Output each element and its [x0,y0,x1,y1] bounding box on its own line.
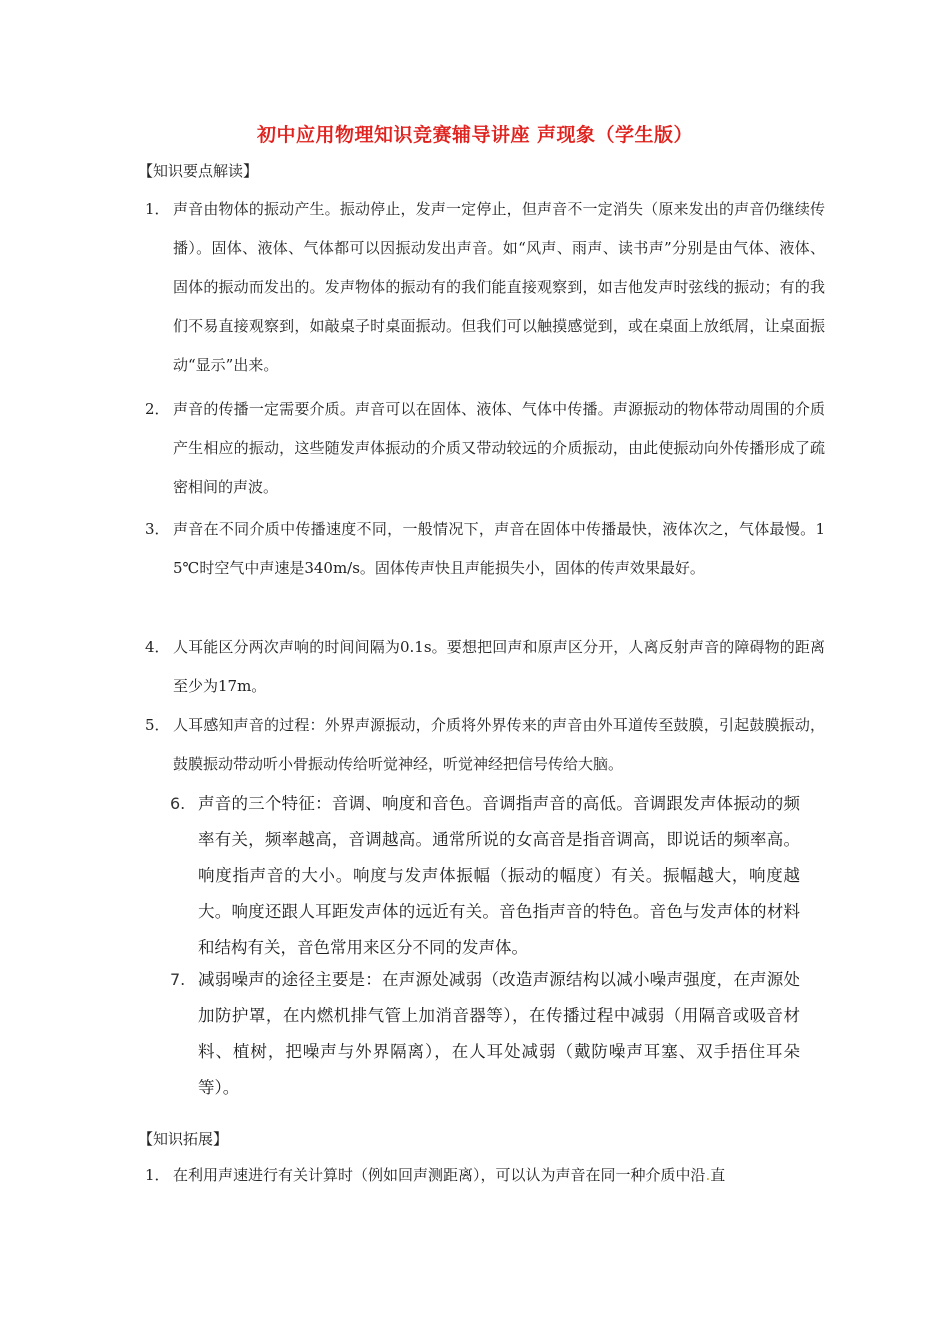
item-number: 7. [170,970,186,989]
item-text: 声音由物体的振动产生。振动停止，发声一定停止，但声音不一定消失（原来发出的声音仍继续传播）。固体、液体、气体都可以因振动发出声音。如“风声、雨声、读书声”分别是由气体、液体、固体的振动而发出的。发声物体的振动有的我们能直接观察到，如吉他发声时弦线的振动；有的我们不易直接观察到，如敲桌子时桌面振动。但我们可以触摸感觉到，或在桌面上放纸屑，让桌面振动“显示”出来。 [173,200,825,374]
item-number: 4． [145,638,170,656]
item-number: 5． [145,716,170,734]
page-title: 初中应用物理知识竞赛辅导讲座 声现象（学生版） [256,124,694,146]
item-text: 声音的三个特征：音调、响度和音色。音调指声音的高低。音调跟发声体振动的频率有关，频率越高，音调越高。通常所说的女高音是指音调高，即说话的频率高。响度指声音的大小。响度与发声体振幅（振动的幅度）有关。振幅越大，响度越大。响度还跟人耳距发声体的远近有关。音色指声音的特色。音色与发声体的材料和结构有关，音色常用来区分不同的发声体。 [198,794,800,957]
item-text: 人耳能区分两次声响的时间间隔为0.1s。要想把回声和原声区分开，人离反射声音的障碍物的距离至少为17m。 [173,638,825,695]
item-number: 1． [145,1166,170,1184]
item-text-main: 在利用声速进行有关计算时（例如回声测距离），可以认为声音在同一种介质中沿 [173,1166,706,1184]
list-item [145,390,825,507]
item-number: 1． [145,200,170,218]
item-text: 减弱噪声的途径主要是：在声源处减弱（改造声源结构以减小噪声强度，在声源处加防护罩，在内燃机排气管上加消音器等），在传播过程中减弱（用隔音或吸音材料、植树，把噪声与外界隔离），在人耳处减弱（戴防噪声耳塞、双手捂住耳朵等）。 [198,970,800,1097]
list-item [145,706,825,784]
item-text [173,1156,845,1195]
item-text: 声音在不同介质中传播速度不同，一般情况下，声音在固体中传播最快，液体次之，气体最慢。15℃时空气中声速是340m/s。固体传声快且声能损失小，固体的传声效果最好。 [173,520,825,577]
item-text: 声音的传播一定需要介质。声音可以在固体、液体、气体中传播。声源振动的物体带动周围的介质产生相应的振动，这些随发声体振动的介质又带动较远的介质振动，由此使振动向外传播形成了疏密相间的声波。 [173,400,825,496]
item-text: 人耳感知声音的过程：外界声源振动，介质将外界传来的声音由外耳道传至鼓膜，引起鼓膜振动，鼓膜振动带动听小骨振动传给听觉神经，听觉神经把信号传给大脑。 [173,716,825,773]
item-number: 6. [170,794,186,813]
list-item [145,190,825,385]
section-heading-extension: 【知识拓展】 [138,1130,229,1148]
list-item [145,628,825,706]
list-item [170,962,800,1106]
item-text-tail: 直 [710,1166,726,1184]
list-item [145,510,825,588]
item-text-dot: . [705,1166,711,1184]
list-item [145,1156,845,1195]
list-item [170,786,800,966]
section-heading-key-points: 【知识要点解读】 [138,162,259,180]
item-number: 2． [145,400,170,418]
item-number: 3． [145,520,170,538]
